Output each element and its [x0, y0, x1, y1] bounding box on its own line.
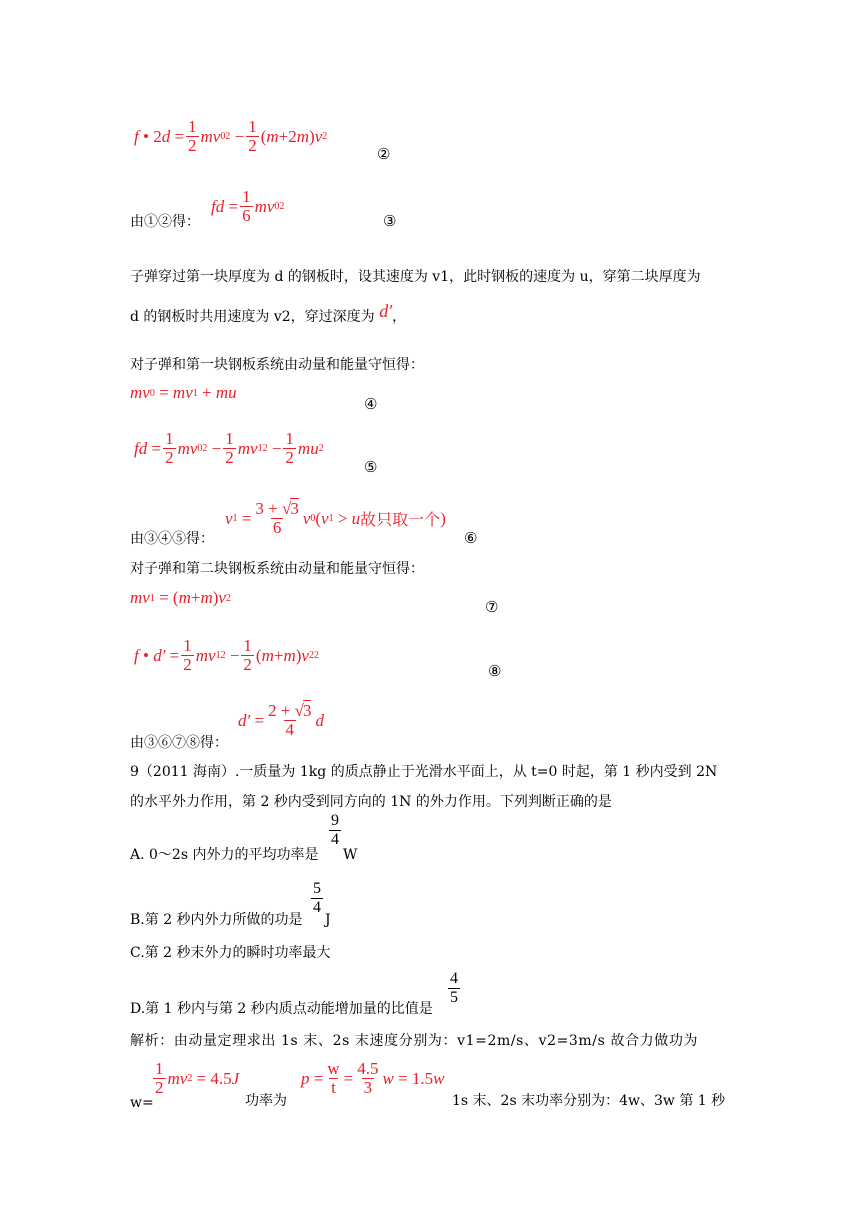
equation-work: $\frac{1}{2}$ mv 2 = 4.5 J	[155, 1059, 240, 1097]
option-a-fraction	[327, 812, 343, 849]
text-line-2b	[130, 302, 406, 326]
text-line-1: 由①②得：	[130, 214, 200, 230]
option-b-num: 5	[313, 880, 321, 897]
question-9-line-2: 的水平外力作用，第 2 秒内受到同方向的 1N 的外力作用。下列判断正确的是	[130, 794, 612, 810]
text-line-4: 由③④⑤得：	[130, 531, 214, 547]
text-line-2b-main: d 的钢板时共用速度为 v2，穿过深度为	[130, 309, 375, 325]
d-prime-symbol: d′	[374, 301, 393, 321]
option-b-den: 4	[313, 899, 321, 916]
option-b: B.第 2 秒内外力所做的功是	[130, 912, 303, 928]
option-d-num: 4	[450, 970, 458, 987]
text-line-5: 对子弹和第二块钢板系统由动量和能量守恒得：	[130, 561, 424, 577]
marker-7: ⑦	[485, 598, 499, 616]
equation-2: f • 2 d = $\frac{1}{2}$ mv 0 2 − $\frac{1}{2}$ ( m +2 m ) v 2	[134, 117, 328, 155]
equation-7: mv 1 = ( m + m ) v 2	[130, 588, 231, 607]
option-a-num: 9	[331, 812, 339, 829]
marker-3: ③	[383, 212, 397, 230]
solution-power-label: 功率为	[245, 1093, 287, 1109]
text-line-3: 对子弹和第一块钢板系统由动量和能量守恒得：	[130, 357, 424, 373]
marker-5: ⑤	[364, 458, 378, 476]
marker-6: ⑥	[464, 529, 478, 547]
text-line-6: 由③⑥⑦⑧得：	[130, 735, 228, 751]
question-9-line-1: 9（2011 海南）.一质量为 1kg 的质点静止于光滑水平面上，从 t=0 时起，第 1 秒内受到 2N	[130, 764, 718, 780]
equation-d-prime: d′ = $\frac{2 + √3}{4}$ d	[238, 701, 324, 739]
option-a-text: A. 0～2s 内外力的平均功率是	[130, 847, 319, 863]
text-line-2a: 子弹穿过第一块厚度为 d 的钢板时，设其速度为 v1，此时钢板的速度为 u，穿第二块厚度为	[130, 269, 701, 285]
option-b-unit: J	[325, 912, 331, 928]
equation-5: fd = $\frac{1}{2}$ mv 0 2 − $\frac{1}{2}$ mv 1 2 − $\frac{1}{2}$ mu 2	[134, 429, 324, 467]
solution-line-1: 解析：由动量定理求出 1s 末、2s 末速度分别为：v1=2m/s、v2=3m/s 故合力做功为	[130, 1033, 699, 1049]
equation-power: p = $\frac{w}{t}$ = $\frac{4.5}{3}$ w = 1.5 w	[301, 1059, 445, 1097]
option-d-fraction	[446, 970, 462, 1007]
marker-2: ②	[377, 145, 391, 163]
solution-line-2: 1s 末、2s 末功率分别为：4w、3w 第 1 秒	[452, 1093, 726, 1109]
equation-4: mv 0 = mv 1 + mu	[130, 383, 237, 402]
option-b-fraction	[309, 880, 325, 917]
equation-3: fd = $\frac{1}{6}$ mv 0 2	[211, 187, 285, 225]
option-d-den: 5	[450, 989, 458, 1006]
equation-8: f • d′ = $\frac{1}{2}$ mv 1 2 − $\frac{1}{2}$ ( m + m ) v 2 2	[134, 636, 319, 674]
text-line-2b-comma: ，	[392, 309, 407, 325]
option-d: D.第 1 秒内与第 2 秒内质点动能增加量的比值是	[130, 1001, 433, 1017]
equation-6: v 1 = $\frac{3 + √3}{6}$ v 0 ( v 1 > u 故只取一个 )	[225, 499, 446, 537]
option-c: C.第 2 秒末外力的瞬时功率最大	[130, 945, 331, 961]
solution-w-equals: w=	[130, 1095, 154, 1111]
option-a	[130, 846, 318, 864]
marker-4: ④	[364, 395, 378, 413]
equation-6-note: 故只取一个	[360, 510, 441, 529]
marker-8: ⑧	[488, 662, 502, 680]
option-a-den: 4	[331, 831, 339, 848]
option-a-unit: W	[343, 847, 358, 863]
